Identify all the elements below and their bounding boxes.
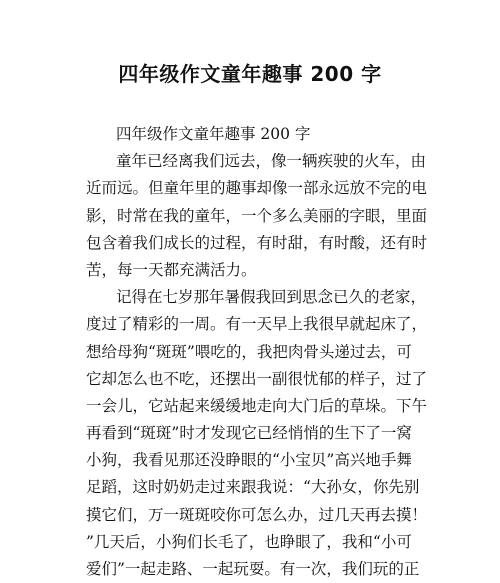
body-text-line: 包含着我们成长的过程，有时甜，有时酸，还有时 — [86, 233, 428, 252]
body-text-line: 童年已经离我们远去，像一辆疾驶的火车，由 — [116, 152, 427, 171]
body-text-line: 小狗，我看见那还没睁眼的“小宝贝”高兴地手舞 — [86, 451, 412, 470]
document-subtitle-line: 四年级作文童年趣事 200 字 — [116, 125, 311, 143]
document-title: 四年级作文童年趣事 200 字 — [118, 62, 382, 86]
body-text-line: ”几天后，小狗们长毛了，也睁眼了，我和“小可 — [86, 532, 412, 551]
body-text-line: 再看到“斑斑”时才发现它已经悄悄的生下了一窝 — [86, 424, 412, 443]
body-text-line: 记得在七岁那年暑假我回到思念已久的老家， — [116, 288, 427, 307]
body-text-line: 苦，每一天都充满活力。 — [86, 260, 257, 279]
body-text-line: 想给母狗“斑斑”喂吃的，我把肉骨头递过去，可 — [86, 342, 412, 361]
body-text-line: 度过了精彩的一周。有一天早上我很早就起床了， — [86, 315, 428, 334]
document-body — [86, 121, 426, 583]
body-text-line: 足蹈，这时奶奶走过来跟我说：“大孙女，你先别 — [86, 478, 420, 497]
body-text-line: 它却怎么也不吃，还摆出一副很忧郁的样子，过了 — [86, 369, 428, 388]
body-text-line: 摸它们，万一斑斑咬你可怎么办，过几天再去摸！ — [86, 505, 428, 524]
body-text-line: 影，时常在我的童年，一个多么美丽的字眼，里面 — [86, 206, 428, 225]
body-text-line: 爱们”一起走路、一起玩耍。有一次，我们玩的正 — [86, 560, 420, 578]
body-text-line: 一会儿，它站起来缓缓地走向大门后的草垛。下午 — [86, 396, 428, 415]
body-text-line: 近而远。但童年里的趣事却像一部永远放不完的电 — [86, 179, 428, 198]
